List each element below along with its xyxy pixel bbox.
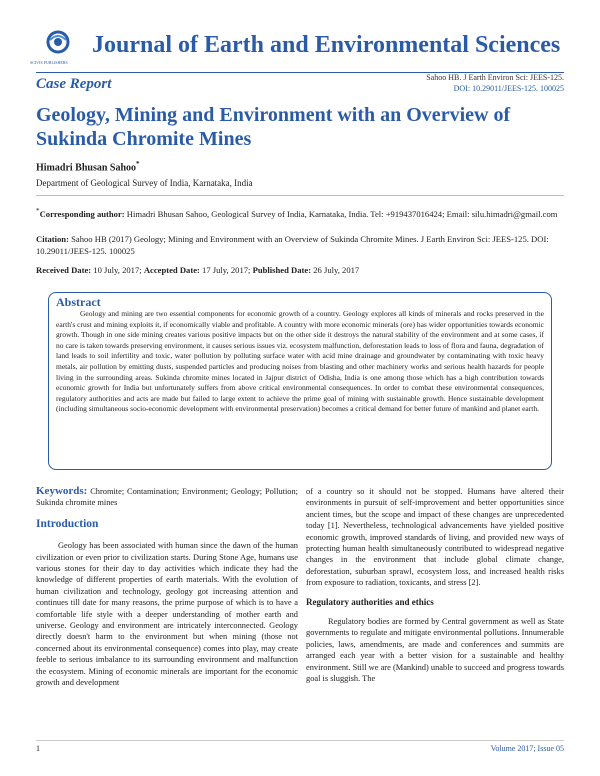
introduction-heading: Introduction <box>36 517 99 530</box>
publisher-logo <box>36 30 80 62</box>
author-name <box>36 160 140 173</box>
keywords <box>36 486 298 509</box>
received-label: Received Date: <box>36 265 92 275</box>
article-dates <box>36 264 564 276</box>
left-column <box>36 486 298 689</box>
author-mark: * <box>136 160 140 168</box>
regulatory-paragraph: Regulatory bodies are formed by Central government as well as State governments to regulate and mitigate environmental pollutions. Innumerable policies, laws, amendments, are made and conferences and summits are arranged each year with a better vision for a sustainable and healthy environment. Still we are (Mankind) unable to succeed and progress towards goal is sluggish. The <box>306 617 564 684</box>
accepted-label: Accepted Date: <box>143 265 200 275</box>
article-type: Case Report <box>36 76 112 92</box>
citation-label: Citation: <box>36 234 69 244</box>
volume-issue: Volume 2017; Issue 05 <box>490 744 564 753</box>
right-column <box>306 486 564 685</box>
corr-text: Himadri Bhusan Sahoo, Geological Survey of India, Karnataka, India. Tel: +919437016424; Email: silu.himadri@gmail.com <box>124 208 558 219</box>
title-divider <box>36 195 564 196</box>
regulatory-heading: Regulatory authorities and ethics <box>306 596 434 607</box>
page-number: 1 <box>36 744 40 753</box>
author-name-text: Himadri Bhusan Sahoo <box>36 162 137 174</box>
citation-text: Sahoo HB (2017) Geology; Mining and Environment with an Overview of Sukinda Chromite Mines. J Earth Environ Sci: JEES-125. DOI: 10.29011/JEES-125. 100025 <box>36 234 549 256</box>
introduction-paragraph: Geology has been associated with human since the dawn of the human civilization or even prior to civilization starts. During Stone Age, humans use various stones for their day to day activities which indicate they had the knowledge of different properties of earth materials. With the evolution of human civilization and technology, geology got increasing attention and continues till date for many reasons, the prime purpose of which is to have a comfortable life style with a deeper understanding of mother earth and universe. Geology and environment are intricately interconnected. Geology directly doesn't harm to the environment but when mining (those not concerned about its environmental consequence) comes into play, may create feeble to serious imbalance to its surrounding environment and malfunction the ecosystem. Mining of economic minerals are important for the economic growth and development <box>36 541 298 688</box>
published-label: Published Date: <box>252 265 312 275</box>
abstract-text: Geology and mining are two essential components for economic growth of a country. Geology explores all kinds of minerals and rocks preserved in the earth's crust and mining exploits it, if economically viable and profitable. A country with more economic minerals (ore) has wider opportunities towards economic growth. Though in one side mining creates various positive impacts but on the other side it destroys the natural stability of the environment and at some cases, if no care is taken towards preserving environment, it causes serious issues viz. ecosystem malfunction, deforestation leads to loss of flora and fauna, degradation of land leads to soil infertility and toxic, water pollution by polluting surface water with acid mine drainage and groundwater by contaminating with toxic heavy metals, air pollution by emitting dusts, suspended particles and producing noises from blasting and other machinery works and serious health hazards for people living in the surrounding areas. Sukinda chromite mines located in Jajpur district of Odisha, India is one among those which has a high contribution towards economic growth for India but unfortunately suffers from above critical environmental consequences. In order to combat these environmental consequences, regulatory authorities and acts are made but failed to large extent to achieve the prime goal of mining with sustainable growth. Hence sustainable development (including simultaneous socio-economic development with environmental preservation) becomes a critical demand for better future of mankind and planet earth. <box>56 309 544 414</box>
article-title: Geology, Mining and Environment with an Overview of Sukinda Chromite Mines <box>36 104 511 150</box>
short-citation: Sahoo HB. J Earth Environ Sci: JEES-125. <box>426 73 564 82</box>
abstract-heading: Abstract <box>56 295 101 309</box>
received-date: 10 July, 2017; <box>91 265 144 275</box>
corr-label: Corresponding author: <box>39 208 125 219</box>
keywords-text: Chromite; Contamination; Environment; Geology; Pollution; Sukinda chromite mines <box>36 487 298 508</box>
introduction-continued: of a country so it should not be stopped. Humans have altered their environments in pursuit of self-improvement and better opportunities since ancient times, but the scope and impact of these changes are unprecedented today [1]. Nevertheless, technological advancements have yielded positive economic growth, improved standards of living, and provided new ways of protecting human health simultaneously contributed to widespread negative changes in the environment that include global climate change, deforestation, suburban sprawl, ecosystem loss, and increased health risks from exposure to radiation, toxicants, and stress [2]. <box>306 487 564 588</box>
publisher-logo-text: SCIVIS PUBLISHERS <box>30 60 68 65</box>
corr-mark: * <box>36 207 40 215</box>
journal-title: Journal of Earth and Environmental Sciences <box>92 32 561 58</box>
author-affiliation: Department of Geological Survey of India, Karnataka, India <box>36 178 253 188</box>
citation <box>36 233 564 257</box>
published-date: 26 July, 2017 <box>311 265 360 275</box>
corresponding-author <box>36 205 564 220</box>
doi-link[interactable]: DOI: 10.29011/JEES-125. 100025 <box>453 84 564 93</box>
accepted-date: 17 July, 2017; <box>199 265 253 275</box>
footer-divider <box>36 740 564 741</box>
keywords-label: Keywords: <box>36 485 88 497</box>
